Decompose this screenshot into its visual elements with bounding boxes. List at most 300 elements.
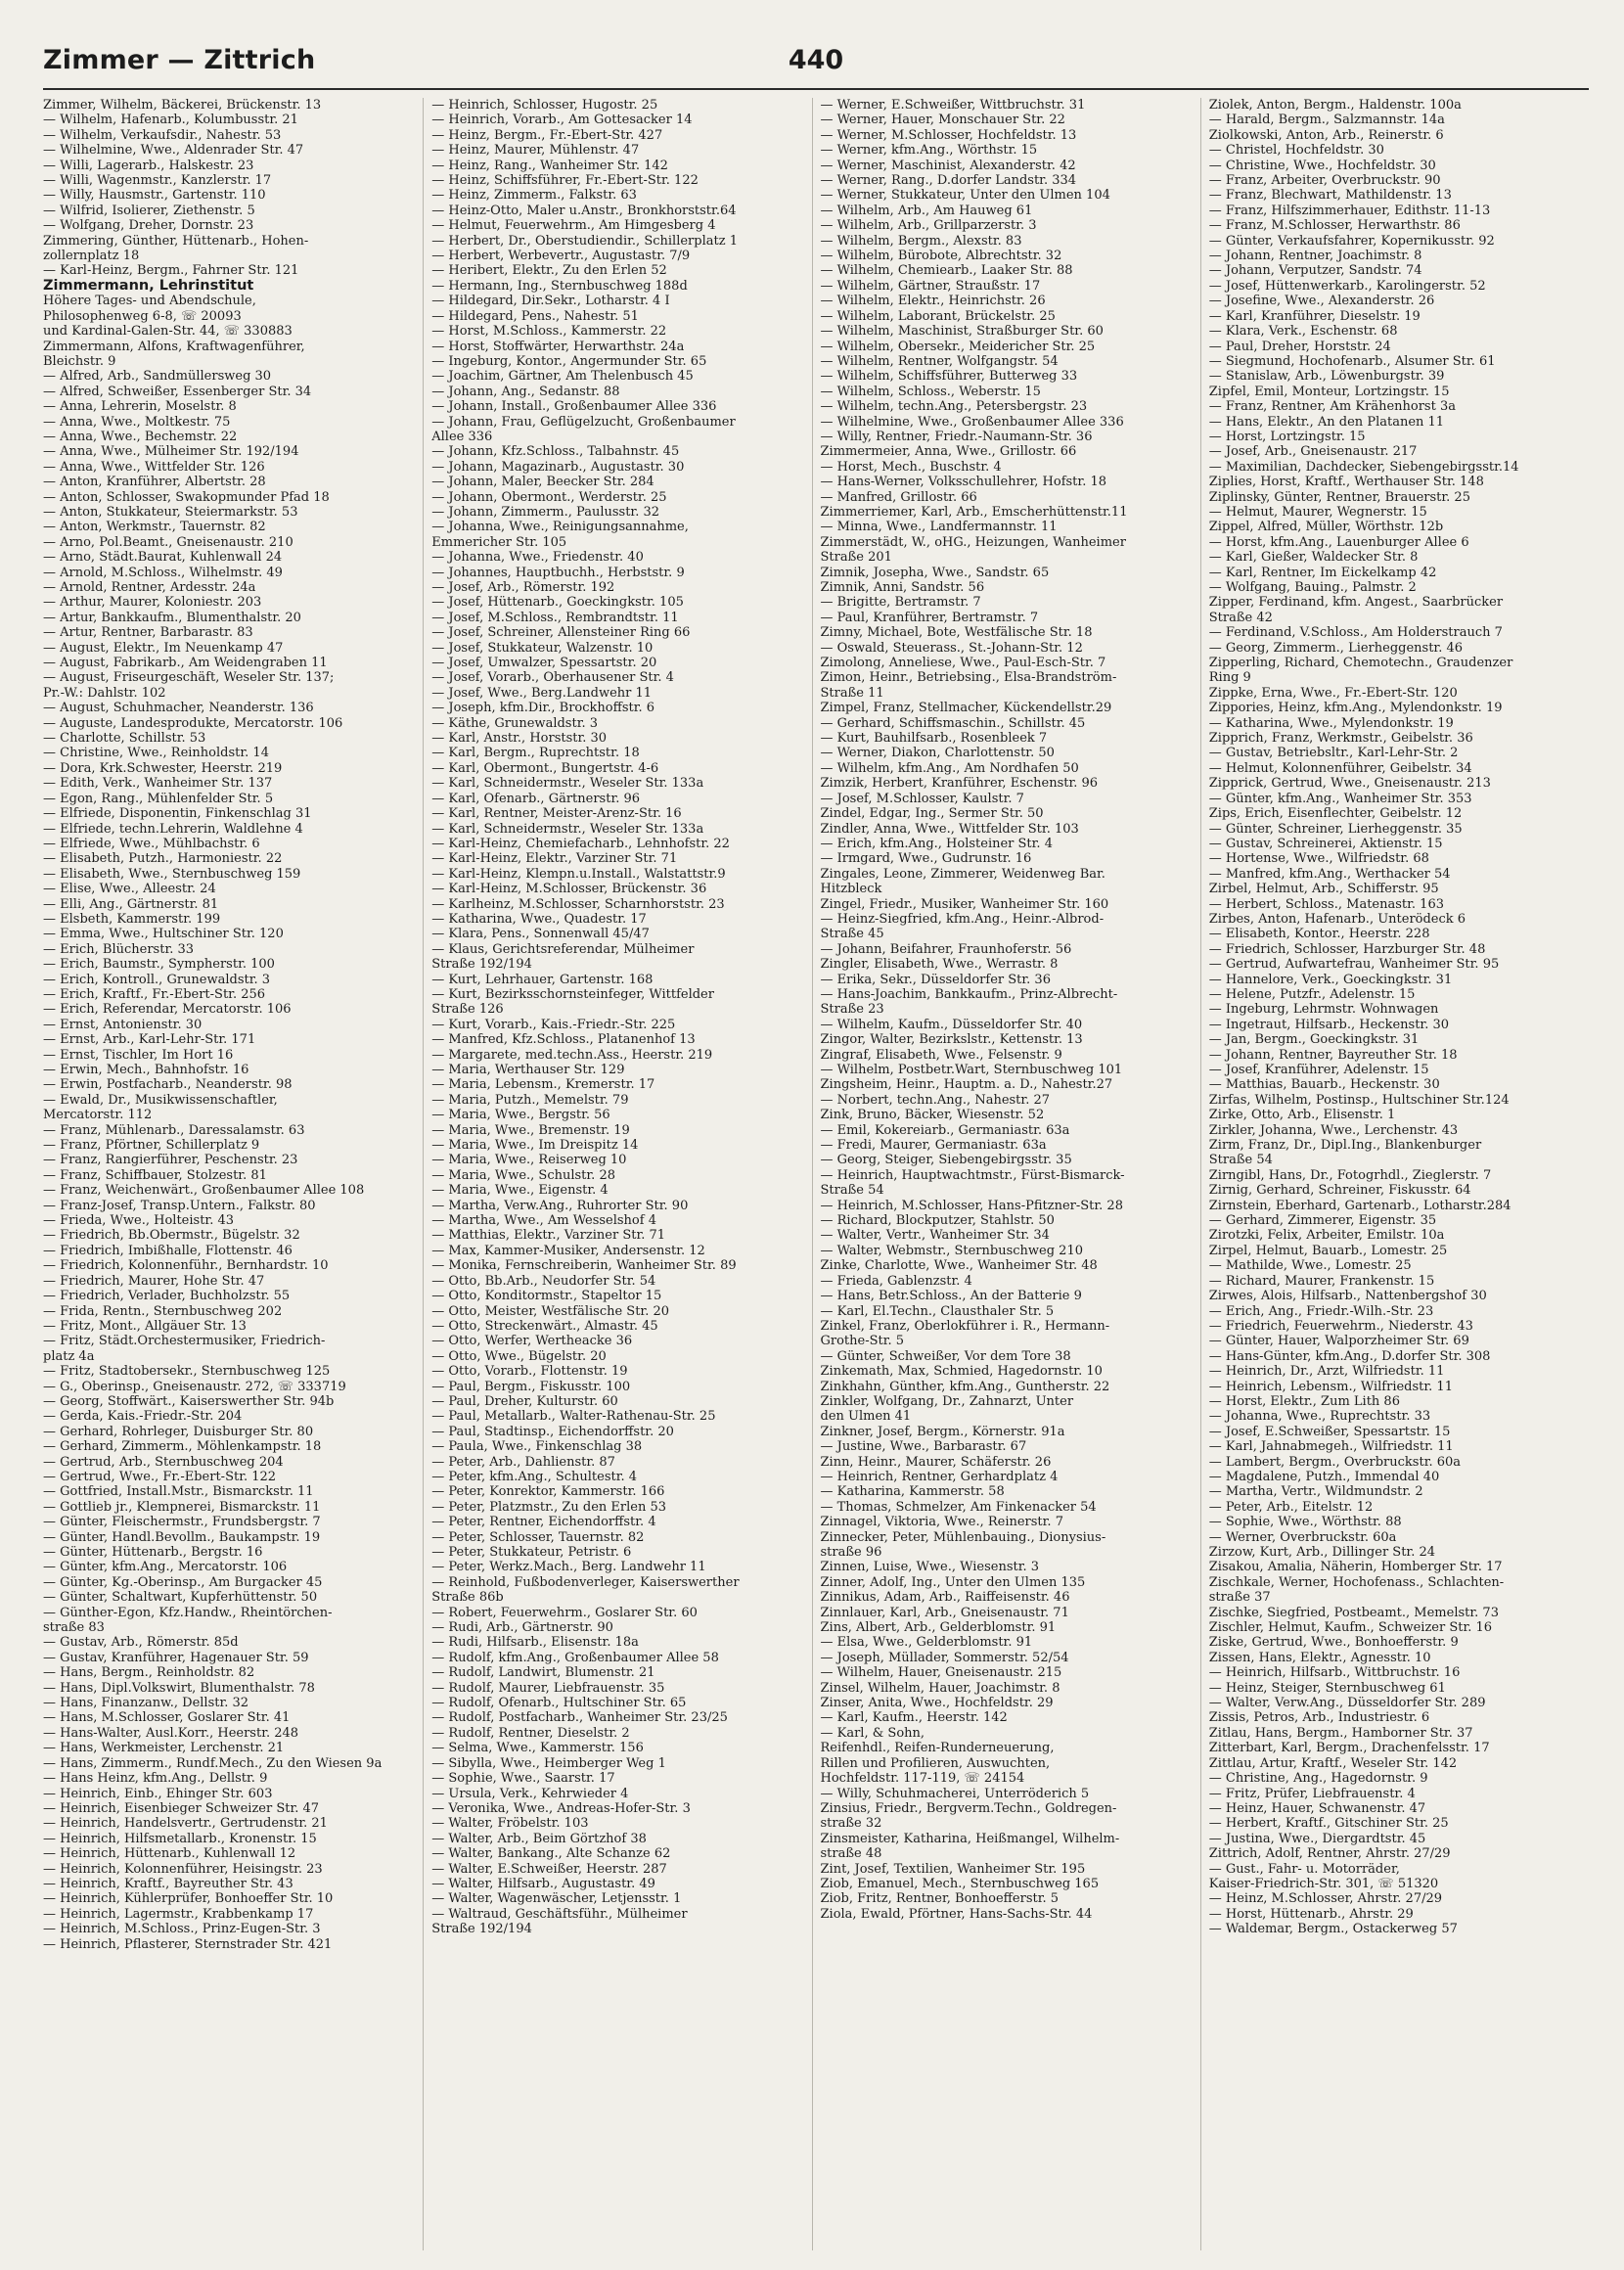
directory-entry: Zirzow, Kurt, Arb., Dillinger Str. 24 xyxy=(1208,1545,1436,1560)
directory-entry: Zimon, Heinr., Betriebsing., Elsa-Brandström- xyxy=(820,670,1117,686)
directory-entry: Straße 11 xyxy=(820,685,884,701)
directory-entry: — Friedrich, Schlosser, Harzburger Str. 48 xyxy=(1208,941,1486,957)
directory-entry: — Heinrich, M.Schloss., Prinz-Eugen-Str. 3 xyxy=(43,1922,321,1937)
directory-entry: Zittrich, Adolf, Rentner, Ahrstr. 27/29 xyxy=(1208,1846,1451,1862)
directory-entry: — Ursula, Verk., Kehrwieder 4 xyxy=(431,1786,629,1801)
directory-entry: Zischkale, Werner, Hochofenass., Schlachten- xyxy=(1208,1574,1505,1590)
directory-entry: Zimmering, Günther, Hüttenarb., Hohen- xyxy=(43,233,309,249)
directory-entry: straße 96 xyxy=(820,1545,882,1560)
directory-entry: Zipper, Ferdinand, kfm. Angest., Saarbrücker xyxy=(1208,595,1504,611)
directory-entry: Zimpel, Franz, Stellmacher, Kückendellstr.29 xyxy=(820,701,1112,716)
directory-entry: — Katharina, Wwe., Quadestr. 17 xyxy=(431,911,647,927)
directory-entry: — Friedrich, Kolonnenführ., Bernhardstr. 10 xyxy=(43,1258,329,1274)
directory-entry: — Walter, Fröbelstr. 103 xyxy=(431,1816,589,1832)
directory-entry: — Frieda, Wwe., Holteistr. 43 xyxy=(43,1213,235,1229)
directory-entry: — Gerhard, Zimmerer, Eigenstr. 35 xyxy=(1208,1213,1437,1229)
directory-entry: — Justine, Wwe., Barbarastr. 67 xyxy=(820,1439,1027,1455)
directory-entry: — Walter, Wagenwäscher, Letjensstr. 1 xyxy=(431,1891,682,1907)
directory-entry: — Werner, kfm.Ang., Wörthstr. 15 xyxy=(820,143,1038,159)
directory-entry: — Wilhelmine, Wwe., Großenbaumer Allee 336 xyxy=(820,414,1124,430)
directory-entry: Pr.-W.: Dahlstr. 102 xyxy=(43,685,166,701)
directory-entry: Zimnik, Anni, Sandstr. 56 xyxy=(820,580,985,595)
directory-entry: — Heinz, Schiffsführer, Fr.-Ebert-Str. 122 xyxy=(431,173,699,189)
directory-entry: — Heinz, Zimmerm., Falkstr. 63 xyxy=(431,188,637,204)
directory-entry: — Heinrich, Dr., Arzt, Wilfriedstr. 11 xyxy=(1208,1364,1445,1380)
directory-entry: Zinnen, Luise, Wwe., Wiesenstr. 3 xyxy=(820,1560,1040,1575)
directory-entry: — Willy, Rentner, Friedr.-Naumann-Str. 36 xyxy=(820,429,1093,444)
directory-entry: — Wolfgang, Dreher, Dornstr. 23 xyxy=(43,218,254,234)
directory-entry: — Willi, Wagenmstr., Kanzlerstr. 17 xyxy=(43,173,272,189)
directory-entry: — Werner, E.Schweißer, Wittbruchstr. 31 xyxy=(820,98,1086,113)
directory-entry: — Erich, kfm.Ang., Holsteiner Str. 4 xyxy=(820,836,1053,851)
directory-entry: — Johannes, Hauptbuchh., Herbststr. 9 xyxy=(431,565,685,580)
directory-entry: — Elli, Ang., Gärtnerstr. 81 xyxy=(43,896,219,912)
directory-entry: — Wilhelm, kfm.Ang., Am Nordhafen 50 xyxy=(820,760,1079,776)
directory-entry: — Christine, Wwe., Reinholdstr. 14 xyxy=(43,746,269,761)
directory-entry: — Werner, Diakon, Charlottenstr. 50 xyxy=(820,746,1055,761)
column-4 xyxy=(1200,98,1589,2250)
directory-entry: Zingales, Leone, Zimmerer, Weidenweg Bar. xyxy=(820,866,1105,882)
directory-entry: — Heinz, Hauer, Schwanenstr. 47 xyxy=(1208,1800,1426,1816)
directory-entry: — Hans-Werner, Volksschullehrer, Hofstr. 18 xyxy=(820,475,1106,490)
directory-entry: — Maria, Wwe., Im Dreispitz 14 xyxy=(431,1138,639,1154)
directory-entry: — Johann, Magazinarb., Augustastr. 30 xyxy=(431,459,685,475)
directory-entry: — Herbert, Werbevertr., Augustastr. 7/9 xyxy=(431,249,691,264)
directory-entry: Zinnikus, Adam, Arb., Raiffeisenstr. 46 xyxy=(820,1590,1070,1606)
directory-entry: — Justina, Wwe., Diergardtstr. 45 xyxy=(1208,1831,1426,1846)
directory-entry: — Fritz, Mont., Allgäuer Str. 13 xyxy=(43,1318,247,1334)
directory-entry: Rillen und Profilieren, Auswuchten, xyxy=(820,1755,1051,1771)
directory-entry: — Joseph, Müllader, Sommerstr. 52/54 xyxy=(820,1650,1069,1665)
directory-entry: — Waldemar, Bergm., Ostackerweg 57 xyxy=(1208,1922,1458,1937)
directory-entry: — Stanislaw, Arb., Löwenburgstr. 39 xyxy=(1208,369,1445,385)
directory-entry: — Heinz, Bergm., Fr.-Ebert-Str. 427 xyxy=(431,127,663,143)
directory-entry: Straße 23 xyxy=(820,1002,884,1018)
directory-entry: — Heinrich, Kraftf., Bayreuther Str. 43 xyxy=(43,1876,293,1891)
directory-entry: straße 83 xyxy=(43,1620,105,1636)
directory-entry: — Franz, Arbeiter, Overbruckstr. 90 xyxy=(1208,173,1441,189)
directory-entry: — Wilhelm, Elektr., Heinrichstr. 26 xyxy=(820,294,1046,309)
directory-entry: — Heinz, M.Schlosser, Ahrstr. 27/29 xyxy=(1208,1891,1443,1907)
directory-entry: — Karl, & Sohn, xyxy=(820,1725,925,1741)
directory-entry: — Johann, Obermont., Werderstr. 25 xyxy=(431,489,667,505)
directory-entry: Zirm, Franz, Dr., Dipl.Ing., Blankenburger xyxy=(1208,1138,1482,1154)
directory-entry: — Gertrud, Wwe., Fr.-Ebert-Str. 122 xyxy=(43,1469,277,1484)
directory-entry: — Heinrich, M.Schlosser, Hans-Pfitzner-Str. 28 xyxy=(820,1198,1123,1213)
directory-entry: — Hans Heinz, kfm.Ang., Dellstr. 9 xyxy=(43,1771,268,1787)
directory-entry: — Heinrich, Kühlerprüfer, Bonhoeffer Str. 10 xyxy=(43,1891,334,1907)
directory-entry: — Günter, Schreiner, Lierheggenstr. 35 xyxy=(1208,821,1463,837)
directory-entry: — Paul, Kranführer, Bertramstr. 7 xyxy=(820,610,1039,625)
directory-entry: — Johann, Rentner, Bayreuther Str. 18 xyxy=(1208,1047,1458,1063)
directory-entry: — Walter, E.Schweißer, Heerstr. 287 xyxy=(431,1861,667,1877)
directory-entry: — Rudi, Hilfsarb., Elisenstr. 18a xyxy=(431,1635,639,1651)
directory-entry: — Hermann, Ing., Sternbuschweg 188d xyxy=(431,278,688,294)
directory-entry: — Gustav, Arb., Römerstr. 85d xyxy=(43,1635,239,1651)
directory-entry: — Manfred, Kfz.Schloss., Platanenhof 13 xyxy=(431,1032,696,1048)
directory-entry: — Günter, Schweißer, Vor dem Tore 38 xyxy=(820,1348,1071,1364)
directory-entry: Zins, Albert, Arb., Gelderblomstr. 91 xyxy=(820,1620,1057,1636)
directory-entry: — Arno, Städt.Baurat, Kuhlenwall 24 xyxy=(43,550,283,566)
directory-entry: — Kurt, Lehrhauer, Gartenstr. 168 xyxy=(431,972,654,987)
directory-entry: — Gottlieb jr., Klempnerei, Bismarckstr. 11 xyxy=(43,1499,321,1515)
directory-entry: Ziplies, Horst, Kraftf., Werthauser Str. 148 xyxy=(1208,475,1484,490)
directory-entry: — Heinrich, Hilfsmetallarb., Kronenstr. 15 xyxy=(43,1831,317,1846)
directory-entry: — Walter, Bankang., Alte Schanze 62 xyxy=(431,1846,671,1862)
directory-entry: Zimnik, Josepha, Wwe., Sandstr. 65 xyxy=(820,565,1050,580)
directory-entry: — Karl, Anstr., Horststr. 30 xyxy=(431,731,608,747)
directory-entry: Zindler, Anna, Wwe., Wittfelder Str. 103 xyxy=(820,821,1079,837)
directory-entry: — Anna, Wwe., Bechemstr. 22 xyxy=(43,429,238,444)
page-number: 440 xyxy=(788,45,844,75)
directory-entry: — Josef, Vorarb., Oberhausener Str. 4 xyxy=(431,670,674,686)
directory-entry: — Horst, M.Schloss., Kammerstr. 22 xyxy=(431,324,667,340)
directory-entry: zollernplatz 18 xyxy=(43,249,140,264)
directory-entry: — Anton, Werkmstr., Tauernstr. 82 xyxy=(43,520,266,535)
directory-entry: Zirkler, Johanna, Wwe., Lerchenstr. 43 xyxy=(1208,1122,1459,1138)
directory-entry: — Sophie, Wwe., Saarstr. 17 xyxy=(431,1771,615,1787)
directory-entry: — Wilhelm, Bergm., Alexstr. 83 xyxy=(820,233,1022,249)
directory-entry: Zippories, Heinz, kfm.Ang., Mylendonkstr. 19 xyxy=(1208,701,1503,716)
directory-entry: — Georg, Stoffwärt., Kaiserswerther Str. 94b xyxy=(43,1393,335,1409)
directory-entry: — Franz, Hilfszimmerhauer, Edithstr. 11-13 xyxy=(1208,203,1491,218)
directory-entry: — Elsbeth, Kammerstr. 199 xyxy=(43,911,221,927)
directory-entry: Zirnstein, Eberhard, Gartenarb., Lotharstr.284 xyxy=(1208,1198,1511,1213)
directory-entry: Zink, Bruno, Bäcker, Wiesenstr. 52 xyxy=(820,1108,1045,1123)
directory-entry: — Erich, Baumstr., Sympherstr. 100 xyxy=(43,957,275,973)
directory-entry: — Heinz, Maurer, Mühlenstr. 47 xyxy=(431,143,640,159)
directory-entry: — Günter, kfm.Ang., Mercatorstr. 106 xyxy=(43,1560,288,1575)
directory-entry: — Kurt, Bauhilfsarb., Rosenbleek 7 xyxy=(820,731,1048,747)
directory-entry: — Johann, Install., Großenbaumer Allee 336 xyxy=(431,399,717,415)
directory-entry: — Wilhelm, Chemiearb., Laaker Str. 88 xyxy=(820,263,1073,279)
directory-entry: — Hans, Dipl.Volkswirt, Blumenthalstr. 78 xyxy=(43,1680,315,1696)
directory-entry: — Heinrich, Lagermstr., Krabbenkamp 17 xyxy=(43,1906,314,1922)
directory-entry: — Gertrud, Arb., Sternbuschweg 204 xyxy=(43,1454,284,1470)
directory-entry: Zimzik, Herbert, Kranführer, Eschenstr. 96 xyxy=(820,776,1099,792)
directory-entry: — Harald, Bergm., Salzmannstr. 14a xyxy=(1208,113,1445,128)
directory-entry: — Karl-Heinz, M.Schlosser, Brückenstr. 36 xyxy=(431,882,707,897)
directory-entry: Zirke, Otto, Arb., Elisenstr. 1 xyxy=(1208,1108,1396,1123)
directory-entry: Zisakou, Amalia, Näherin, Homberger Str. 17 xyxy=(1208,1560,1503,1575)
directory-entry: — Karl-Heinz, Chemiefacharb., Lehnhofstr. 22 xyxy=(431,836,730,851)
directory-entry: Reifenhdl., Reifen-Runderneuerung, xyxy=(820,1741,1055,1756)
directory-entry: — Helene, Putzfr., Adelenstr. 15 xyxy=(1208,986,1416,1002)
directory-entry: — Hortense, Wwe., Wilfriedstr. 68 xyxy=(1208,851,1429,867)
directory-entry: Zipfel, Emil, Monteur, Lortzingstr. 15 xyxy=(1208,384,1450,399)
directory-entry: — Erich, Referendar, Mercatorstr. 106 xyxy=(43,1002,292,1018)
directory-entry: — Erwin, Mech., Bahnhofstr. 16 xyxy=(43,1063,249,1077)
directory-entry: — Herbert, Schloss., Matenastr. 163 xyxy=(1208,896,1444,912)
directory-entry: — Margarete, med.techn.Ass., Heerstr. 219 xyxy=(431,1047,713,1063)
directory-entry: — Walter, Verw.Ang., Düsseldorfer Str. 289 xyxy=(1208,1696,1486,1711)
directory-entry: — Günter, Fleischermstr., Frundsbergstr. 7 xyxy=(43,1515,321,1530)
directory-entry: Zischler, Helmut, Kaufm., Schweizer Str. 16 xyxy=(1208,1620,1493,1636)
directory-entry: — Peter, Arb., Eitelstr. 12 xyxy=(1208,1499,1374,1515)
column-1 xyxy=(43,98,423,2250)
directory-entry: — Hannelore, Verk., Goeckingkstr. 31 xyxy=(1208,972,1453,987)
directory-entry: — Mathilde, Wwe., Lomestr. 25 xyxy=(1208,1258,1412,1274)
directory-entry: Zint, Josef, Textilien, Wanheimer Str. 195 xyxy=(820,1861,1086,1877)
directory-entry: — Werner, Overbruckstr. 60a xyxy=(1208,1529,1397,1545)
directory-entry: — Paul, Bergm., Fiskusstr. 100 xyxy=(431,1379,631,1394)
directory-entry: — Josef, Stukkateur, Walzenstr. 10 xyxy=(431,640,654,656)
directory-entry: — Rudolf, Maurer, Liebfrauenstr. 35 xyxy=(431,1680,665,1696)
directory-entry: — Herbert, Dr., Oberstudiendir., Schillerplatz 1 xyxy=(431,233,738,249)
directory-entry: — Wilhelmine, Wwe., Aldenrader Str. 47 xyxy=(43,143,304,159)
directory-entry: — Hans, Zimmerm., Rundf.Mech., Zu den Wiesen 9a xyxy=(43,1755,383,1771)
directory-entry: — Friedrich, Imbißhalle, Flottenstr. 46 xyxy=(43,1243,293,1258)
directory-entry: — Georg, Zimmerm., Lierheggenstr. 46 xyxy=(1208,640,1464,656)
directory-entry: — Karl, Ofenarb., Gärtnerstr. 96 xyxy=(431,791,641,806)
directory-entry: — Otto, Meister, Westfälische Str. 20 xyxy=(431,1303,670,1319)
directory-entry: Zirbel, Helmut, Arb., Schifferstr. 95 xyxy=(1208,882,1439,897)
directory-entry: — Josef, M.Schlosser, Kaulstr. 7 xyxy=(820,791,1024,806)
directory-entry: — Erich, Blücherstr. 33 xyxy=(43,941,195,957)
directory-entry: — Joseph, kfm.Dir., Brockhoffstr. 6 xyxy=(431,701,655,716)
directory-entry: — Günter, Handl.Bevollm., Baukampstr. 19 xyxy=(43,1529,321,1545)
directory-entry: Allee 336 xyxy=(431,429,493,444)
directory-entry: — Josef, Schreiner, Allensteiner Ring 66 xyxy=(431,625,691,641)
directory-entry: — Wilhelm, Schiffsführer, Butterweg 33 xyxy=(820,369,1078,385)
column-3 xyxy=(812,98,1200,2250)
directory-entry: — Horst, Mech., Buschstr. 4 xyxy=(820,459,1002,475)
directory-entry: — Franz-Josef, Transp.Untern., Falkstr. 80 xyxy=(43,1198,316,1213)
directory-entry: — Fritz, Prüfer, Liebfrauenstr. 4 xyxy=(1208,1786,1416,1801)
directory-entry: — Maria, Wwe., Bergstr. 56 xyxy=(431,1108,610,1123)
directory-entry: — Franz, Weichenwärt., Großenbaumer Allee 108 xyxy=(43,1183,365,1199)
directory-entry: — Anna, Lehrerin, Moselstr. 8 xyxy=(43,399,237,415)
directory-entry: — Karl, El.Techn., Clausthaler Str. 5 xyxy=(820,1303,1055,1319)
directory-entry: Zinkemath, Max, Schmied, Hagedornstr. 10 xyxy=(820,1364,1103,1380)
directory-entry: — Ingeburg, Lehrmstr. Wohnwagen xyxy=(1208,1002,1439,1018)
directory-entry: — Josef, E.Schweißer, Spessartstr. 15 xyxy=(1208,1424,1451,1439)
directory-entry: — Norbert, techn.Ang., Nahestr. 27 xyxy=(820,1092,1051,1108)
directory-entry: — Heinrich, Rentner, Gerhardplatz 4 xyxy=(820,1469,1059,1484)
directory-entry: Straße 201 xyxy=(820,550,892,566)
directory-entry: — Peter, Rentner, Eichendorffstr. 4 xyxy=(431,1515,656,1530)
directory-entry: — Sophie, Wwe., Wörthstr. 88 xyxy=(1208,1515,1402,1530)
directory-entry: — Karl, Jahnabmegeh., Wilfriedstr. 11 xyxy=(1208,1439,1454,1455)
directory-entry: — Heinrich, Eisenbieger Schweizer Str. 47 xyxy=(43,1800,320,1816)
directory-entry: Ziob, Fritz, Rentner, Bonhoefferstr. 5 xyxy=(820,1891,1060,1907)
directory-entry: — Brigitte, Bertramstr. 7 xyxy=(820,595,981,611)
directory-entry: — Heinrich, Kolonnenführer, Heisingstr. 23 xyxy=(43,1861,323,1877)
directory-entry: — Klaus, Gerichtsreferendar, Mülheimer xyxy=(431,941,695,957)
directory-entry: — Gerhard, Schiffsmaschin., Schillstr. 45 xyxy=(820,715,1086,731)
directory-entry: — Werner, Maschinist, Alexanderstr. 42 xyxy=(820,158,1076,173)
directory-entry: — Karl, Kaufm., Heerstr. 142 xyxy=(820,1710,1008,1726)
directory-entry: — Edith, Verk., Wanheimer Str. 137 xyxy=(43,776,273,792)
directory-entry: — Erich, Kraftf., Fr.-Ebert-Str. 256 xyxy=(43,986,266,1002)
directory-entry: — Joachim, Gärtner, Am Thelenbusch 45 xyxy=(431,369,694,385)
directory-entry: Zirwes, Alois, Hilfsarb., Nattenbergshof 30 xyxy=(1208,1289,1487,1304)
directory-entry: — Otto, Bb.Arb., Neudorfer Str. 54 xyxy=(431,1273,656,1289)
directory-entry: — Wilhelm, Obersekr., Meidericher Str. 25 xyxy=(820,339,1096,354)
directory-entry: — Gustav, Betriebsltr., Karl-Lehr-Str. 2 xyxy=(1208,746,1459,761)
directory-entry: — Maria, Lebensm., Kremerstr. 17 xyxy=(431,1077,655,1093)
directory-entry: Zingraf, Elisabeth, Wwe., Felsenstr. 9 xyxy=(820,1047,1062,1063)
directory-entry: Hochfeldstr. 117-119, ☏ 24154 xyxy=(820,1771,1025,1787)
directory-entry: Zinke, Charlotte, Wwe., Wanheimer Str. 48 xyxy=(820,1258,1098,1274)
directory-entry: — Johann, Beifahrer, Fraunhoferstr. 56 xyxy=(820,941,1072,957)
directory-entry: Ziob, Emanuel, Mech., Sternbuschweg 165 xyxy=(820,1876,1100,1891)
directory-entry: Zirngibl, Hans, Dr., Fotogrhdl., Zieglerstr. 7 xyxy=(1208,1167,1492,1183)
directory-entry: — Klara, Verk., Eschenstr. 68 xyxy=(1208,324,1398,340)
directory-entry: — G., Oberinsp., Gneisenaustr. 272, ☏ 333719 xyxy=(43,1379,346,1394)
directory-entry: — Richard, Blockputzer, Stahlstr. 50 xyxy=(820,1213,1055,1229)
directory-entry: — Wilhelm, Bürobote, Albrechtstr. 32 xyxy=(820,249,1062,264)
directory-entry: — Franz, Rentner, Am Krähenhorst 3a xyxy=(1208,399,1456,415)
directory-entry: — Elfriede, Disponentin, Finkenschlag 31 xyxy=(43,806,312,822)
directory-entry: — Hans, Elektr., An den Platanen 11 xyxy=(1208,414,1445,430)
directory-entry: — Maximilian, Dachdecker, Siebengebirgsstr.14 xyxy=(1208,459,1519,475)
directory-entry: — Otto, Wwe., Bügelstr. 20 xyxy=(431,1348,607,1364)
directory-entry: — Hans, M.Schlosser, Goslarer Str. 41 xyxy=(43,1710,291,1726)
directory-entry: — Hans-Walter, Ausl.Korr., Heerstr. 248 xyxy=(43,1725,299,1741)
directory-entry: — Josef, Hüttenarb., Goeckingkstr. 105 xyxy=(431,595,684,611)
directory-entry: — August, Schuhmacher, Neanderstr. 136 xyxy=(43,701,314,716)
directory-entry: — Paul, Metallarb., Walter-Rathenau-Str. 25 xyxy=(431,1409,716,1425)
directory-entry: — Werner, Hauer, Monschauer Str. 22 xyxy=(820,113,1065,128)
directory-entry: straße 48 xyxy=(820,1846,882,1862)
directory-entry: — Helmut, Maurer, Wegnerstr. 15 xyxy=(1208,504,1427,520)
directory-entry: — Klara, Pens., Sonnenwall 45/47 xyxy=(431,927,650,942)
directory-entry: Zingor, Walter, Bezirkslstr., Kettenstr. 13 xyxy=(820,1032,1083,1048)
directory-entry: Zippel, Alfred, Müller, Wörthstr. 12b xyxy=(1208,520,1444,535)
directory-entry: — Alfred, Arb., Sandmüllersweg 30 xyxy=(43,369,272,385)
directory-entry: Zirfas, Wilhelm, Postinsp., Hultschiner Str.124 xyxy=(1208,1092,1510,1108)
directory-entry: — Josef, Arb., Gneisenaustr. 217 xyxy=(1208,444,1418,460)
directory-entry: — Arthur, Maurer, Koloniestr. 203 xyxy=(43,595,262,611)
directory-entry: — Hans-Joachim, Bankkaufm., Prinz-Albrecht- xyxy=(820,986,1118,1002)
directory-entry: — Karl-Heinz, Klempn.u.Install., Walstattstr.9 xyxy=(431,866,726,882)
directory-entry: Zinnagel, Viktoria, Wwe., Reinerstr. 7 xyxy=(820,1515,1063,1530)
directory-entry: Zitlau, Hans, Bergm., Hamborner Str. 37 xyxy=(1208,1725,1473,1741)
directory-entry: — Wilhelm, Gärtner, Straußstr. 17 xyxy=(820,278,1041,294)
directory-entry: — Friedrich, Bb.Obermstr., Bügelstr. 32 xyxy=(43,1228,300,1244)
directory-entry: — Elsa, Wwe., Gelderblomstr. 91 xyxy=(820,1635,1033,1651)
directory-entry: — Hildegard, Dir.Sekr., Lotharstr. 4 I xyxy=(431,294,670,309)
directory-entry: — Josef, Kranführer, Adelenstr. 15 xyxy=(1208,1063,1429,1077)
directory-entry: — Sibylla, Wwe., Heimberger Weg 1 xyxy=(431,1755,666,1771)
directory-entry: Bleichstr. 9 xyxy=(43,353,116,369)
directory-entry: — Johanna, Wwe., Reinigungsannahme, xyxy=(431,520,689,535)
directory-entry: — Selma, Wwe., Kammerstr. 156 xyxy=(431,1741,644,1756)
directory-entry: — Waltraud, Geschäftsführ., Mülheimer xyxy=(431,1906,688,1922)
directory-entry: — Irmgard, Wwe., Gudrunstr. 16 xyxy=(820,851,1032,867)
directory-entry: — Karl-Heinz, Bergm., Fahrner Str. 121 xyxy=(43,263,299,279)
directory-entry: — Willi, Lagerarb., Halskestr. 23 xyxy=(43,158,254,173)
directory-entry: Zimmer, Wilhelm, Bäckerei, Brückenstr. 13 xyxy=(43,98,322,113)
directory-entry: — Josefine, Wwe., Alexanderstr. 26 xyxy=(1208,294,1435,309)
directory-entry: — Günter, Hüttenarb., Bergstr. 16 xyxy=(43,1545,263,1560)
directory-entry: — Willy, Schuhmacherei, Unterröderich 5 xyxy=(820,1786,1090,1801)
directory-entry: — Peter, Arb., Dahlienstr. 87 xyxy=(431,1454,615,1470)
directory-entry: — Hans-Günter, kfm.Ang., D.dorfer Str. 308 xyxy=(1208,1348,1491,1364)
directory-entry: Kaiser-Friedrich-Str. 301, ☏ 51320 xyxy=(1208,1876,1439,1891)
directory-entry: Ziola, Ewald, Pförtner, Hans-Sachs-Str. 44 xyxy=(820,1906,1093,1922)
directory-entry: Zirbes, Anton, Hafenarb., Unterödeck 6 xyxy=(1208,911,1466,927)
directory-entry: — Egon, Rang., Mühlenfelder Str. 5 xyxy=(43,791,274,806)
directory-entry: — Karl, Kranführer, Dieselstr. 19 xyxy=(1208,308,1421,324)
directory-entry: — Josef, Arb., Römerstr. 192 xyxy=(431,580,615,595)
directory-entry: Zippke, Erna, Wwe., Fr.-Ebert-Str. 120 xyxy=(1208,685,1458,701)
directory-entry: — Heinrich, Pflasterer, Sternstrader Str. 421 xyxy=(43,1936,333,1952)
directory-entry: — Heinrich, Hauptwachtmstr., Fürst-Bismarck- xyxy=(820,1167,1125,1183)
directory-entry: — Rudolf, Ofenarb., Hultschiner Str. 65 xyxy=(431,1696,687,1711)
directory-entry: — Gerhard, Zimmerm., Möhlenkampstr. 18 xyxy=(43,1439,322,1455)
directory-entry: — Heinz-Otto, Maler u.Anstr., Bronkhorststr.64 xyxy=(431,203,737,218)
directory-entry: Ziolek, Anton, Bergm., Haldenstr. 100a xyxy=(1208,98,1462,113)
directory-entry: — Rudolf, Rentner, Dieselstr. 2 xyxy=(431,1725,630,1741)
directory-entry: — Frieda, Gablenzstr. 4 xyxy=(820,1273,972,1289)
directory-entry: Zingler, Elisabeth, Wwe., Werrastr. 8 xyxy=(820,957,1059,973)
directory-entry: — Maria, Wwe., Reiserweg 10 xyxy=(431,1153,627,1168)
directory-entry: Emmericher Str. 105 xyxy=(431,534,567,550)
directory-entry: — Wilhelm, Schloss., Weberstr. 15 xyxy=(820,384,1041,399)
directory-entry: Zinsius, Friedr., Bergverm.Techn., Goldregen- xyxy=(820,1800,1117,1816)
directory-entry: — Franz, M.Schlosser, Herwarthstr. 86 xyxy=(1208,218,1461,234)
directory-entry: — Fritz, Stadtobersekr., Sternbuschweg 125 xyxy=(43,1364,331,1380)
directory-entry: Mercatorstr. 112 xyxy=(43,1108,153,1123)
directory-entry: — Wilhelm, Rentner, Wolfgangstr. 54 xyxy=(820,353,1059,369)
directory-entry: — Wilhelm, techn.Ang., Petersbergstr. 23 xyxy=(820,399,1088,415)
directory-entry: — Max, Kammer-Musiker, Andersenstr. 12 xyxy=(431,1243,705,1258)
directory-entry: — Gerda, Kais.-Friedr.-Str. 204 xyxy=(43,1409,243,1425)
directory-entry: — Peter, Werkz.Mach., Berg. Landwehr 11 xyxy=(431,1560,706,1575)
directory-entry: — Walter, Webmstr., Sternbuschweg 210 xyxy=(820,1243,1083,1258)
directory-entry: — Johann, Frau, Geflügelzucht, Großenbaumer xyxy=(431,414,736,430)
directory-entry: — Fredi, Maurer, Germaniastr. 63a xyxy=(820,1138,1047,1154)
directory-entry: — Elisabeth, Wwe., Sternbuschweg 159 xyxy=(43,866,301,882)
directory-entry: — Franz, Blechwart, Mathildenstr. 13 xyxy=(1208,188,1452,204)
directory-entry: — Ernst, Antonienstr. 30 xyxy=(43,1017,203,1032)
directory-entry: — Helmut, Feuerwehrm., Am Himgesberg 4 xyxy=(431,218,716,234)
directory-entry: — Hildegard, Pens., Nahestr. 51 xyxy=(431,308,639,324)
directory-entry: — Karl, Bergm., Ruprechtstr. 18 xyxy=(431,746,640,761)
directory-entry: — Karl-Heinz, Elektr., Varziner Str. 71 xyxy=(431,851,678,867)
directory-entry: — Peter, Platzmstr., Zu den Erlen 53 xyxy=(431,1499,667,1515)
directory-entry: Zinn, Heinr., Maurer, Schäferstr. 26 xyxy=(820,1454,1052,1470)
directory-entry: — Georg, Steiger, Siebengebirgsstr. 35 xyxy=(820,1153,1072,1168)
directory-entry: — Erich, Kontroll., Grunewaldstr. 3 xyxy=(43,972,271,987)
directory-entry: — Josef, Umwalzer, Spessartstr. 20 xyxy=(431,656,657,671)
directory-entry: — Johann, Rentner, Joachimstr. 8 xyxy=(1208,249,1422,264)
directory-entry: Zingsheim, Heinr., Hauptm. a. D., Nahestr.27 xyxy=(820,1077,1113,1093)
directory-entry: — Karl, Rentner, Meister-Arenz-Str. 16 xyxy=(431,806,682,822)
directory-entry: — Peter, Konrektor, Kammerstr. 166 xyxy=(431,1484,665,1500)
directory-entry: — Anna, Wwe., Moltkestr. 75 xyxy=(43,414,231,430)
directory-entry: — Paul, Stadtinsp., Eichendorffstr. 20 xyxy=(431,1424,674,1439)
directory-entry: — Hans, Betr.Schloss., An der Batterie 9 xyxy=(820,1289,1082,1304)
directory-entry: — Elisabeth, Putzh., Harmoniestr. 22 xyxy=(43,851,283,867)
directory-entry: — Emil, Kokereiarb., Germaniastr. 63a xyxy=(820,1122,1070,1138)
directory-entry: — Anton, Kranführer, Albertstr. 28 xyxy=(43,475,266,490)
directory-entry: — Wilhelm, Arb., Grillparzerstr. 3 xyxy=(820,218,1037,234)
directory-entry: — Wilhelm, Hafenarb., Kolumbusstr. 21 xyxy=(43,113,298,128)
directory-entry: Zinkner, Josef, Bergm., Körnerstr. 91a xyxy=(820,1424,1065,1439)
directory-entry: — Horst, Elektr., Zum Lith 86 xyxy=(1208,1393,1400,1409)
directory-entry: — Günter, Schaltwart, Kupferhüttenstr. 50 xyxy=(43,1590,318,1606)
directory-entry: Zimmermeier, Anna, Wwe., Grillostr. 66 xyxy=(820,444,1077,460)
directory-entry: — Günter, Hauer, Walporzheimer Str. 69 xyxy=(1208,1334,1469,1349)
directory-entry: — Wolfgang, Bauing., Palmstr. 2 xyxy=(1208,580,1417,595)
directory-entry: — Werner, M.Schlosser, Hochfeldstr. 13 xyxy=(820,127,1077,143)
directory-entry: — Erich, Ang., Friedr.-Wilh.-Str. 23 xyxy=(1208,1303,1434,1319)
header-title: Zimmer — Zittrich xyxy=(43,45,316,75)
directory-entry: — Heinrich, Hilfsarb., Wittbruchstr. 16 xyxy=(1208,1665,1461,1681)
